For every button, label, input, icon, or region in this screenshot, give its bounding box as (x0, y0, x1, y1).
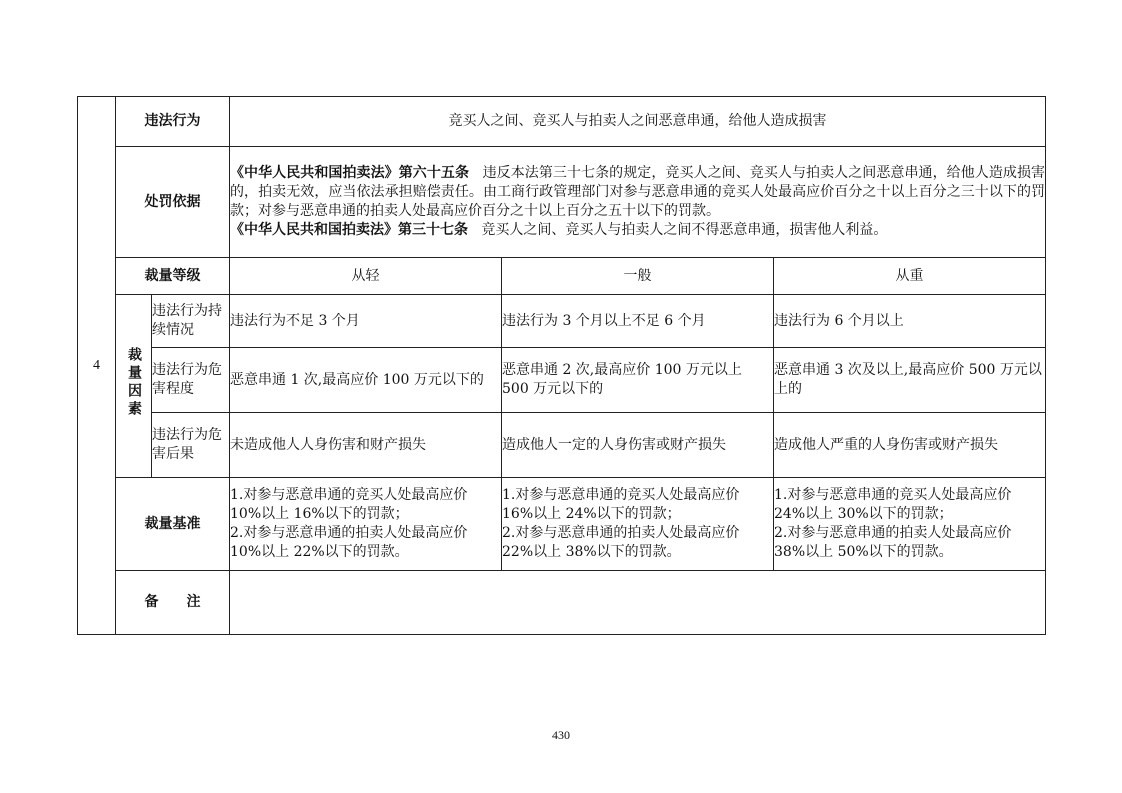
basis-label: 处罚依据 (116, 147, 230, 258)
level-severe: 从重 (774, 258, 1046, 295)
law2-title: 《中华人民共和国拍卖法》第三十七条 (230, 222, 468, 238)
factor-name-consequence: 违法行为危害后果 (152, 413, 230, 478)
standard-row (78, 478, 1046, 571)
factor-row-duration (78, 295, 1046, 348)
factors-label (116, 295, 152, 478)
factor-row-consequence (78, 413, 1046, 478)
penalty-discretion-table (77, 96, 1046, 635)
factor-name-degree: 违法行为危害程度 (152, 348, 230, 413)
law2-text: 竞买人之间、竞买人与拍卖人之间不得恶意串通，损害他人利益。 (481, 222, 888, 238)
standard-label: 裁量基准 (116, 478, 230, 571)
levels-label: 裁量等级 (116, 258, 230, 295)
level-general: 一般 (502, 258, 774, 295)
remarks-label-char2: 注 (186, 594, 201, 610)
factor-name-duration: 违法行为持续情况 (152, 295, 230, 348)
factors-label-text: 裁量因素 (126, 347, 142, 419)
standard-lenient: 1.对参与恶意串通的竞买人处最高应价 10%以上 16%以下的罚款； 2.对参与恶意串通的拍卖人处最高应价 10%以上 22%以下的罚款。 (230, 478, 502, 571)
factor-consequence-lenient: 未造成他人人身伤害和财产损失 (230, 413, 502, 478)
basis-text (230, 147, 1046, 258)
standard-severe: 1.对参与恶意串通的竞买人处最高应价 24%以上 30%以下的罚款； 2.对参与恶意串通的拍卖人处最高应价 38%以上 50%以下的罚款。 (774, 478, 1046, 571)
violation-row (78, 97, 1046, 147)
remarks-label (116, 571, 230, 635)
factor-row-degree (78, 348, 1046, 413)
violation-text: 竞买人之间、竞买人与拍卖人之间恶意串通，给他人造成损害 (230, 97, 1046, 147)
factor-duration-severe: 违法行为 6 个月以上 (774, 295, 1046, 348)
standard-general: 1.对参与恶意串通的竞买人处最高应价 16%以上 24%以下的罚款； 2.对参与恶意串通的拍卖人处最高应价 22%以上 38%以下的罚款。 (502, 478, 774, 571)
law1-title: 《中华人民共和国拍卖法》第六十五条 (230, 165, 470, 181)
law1-text: 违反本法第三十七条的规定，竞买人之间、竞买人与拍卖人之间恶意串通，给他人造成损害的，拍卖无效，应当依法承担赔偿责任。由工商行政管理部门对参与恶意串通的竞买人处最高应价百分之十以上百分之三十以下的罚款；对参与恶意串通的拍卖人处最高应价百分之十以上百分之五十以下的罚款。 (230, 165, 1046, 219)
factor-degree-lenient: 恶意串通 1 次,最高应价 100 万元以下的 (230, 348, 502, 413)
remarks-row (78, 571, 1046, 635)
level-lenient: 从轻 (230, 258, 502, 295)
factor-degree-severe: 恶意串通 3 次及以上,最高应价 500 万元以上的 (774, 348, 1046, 413)
remarks-text (230, 571, 1046, 635)
factor-duration-general: 违法行为 3 个月以上不足 6 个月 (502, 295, 774, 348)
violation-label: 违法行为 (116, 97, 230, 147)
levels-row (78, 258, 1046, 295)
factor-duration-lenient: 违法行为不足 3 个月 (230, 295, 502, 348)
factor-consequence-severe: 造成他人严重的人身伤害或财产损失 (774, 413, 1046, 478)
basis-row (78, 147, 1046, 258)
remarks-label-char1: 备 (144, 594, 159, 610)
row-number: 4 (78, 97, 116, 635)
page-number: 430 (552, 728, 570, 742)
factor-degree-general: 恶意串通 2 次,最高应价 100 万元以上 500 万元以下的 (502, 348, 774, 413)
factor-consequence-general: 造成他人一定的人身伤害或财产损失 (502, 413, 774, 478)
